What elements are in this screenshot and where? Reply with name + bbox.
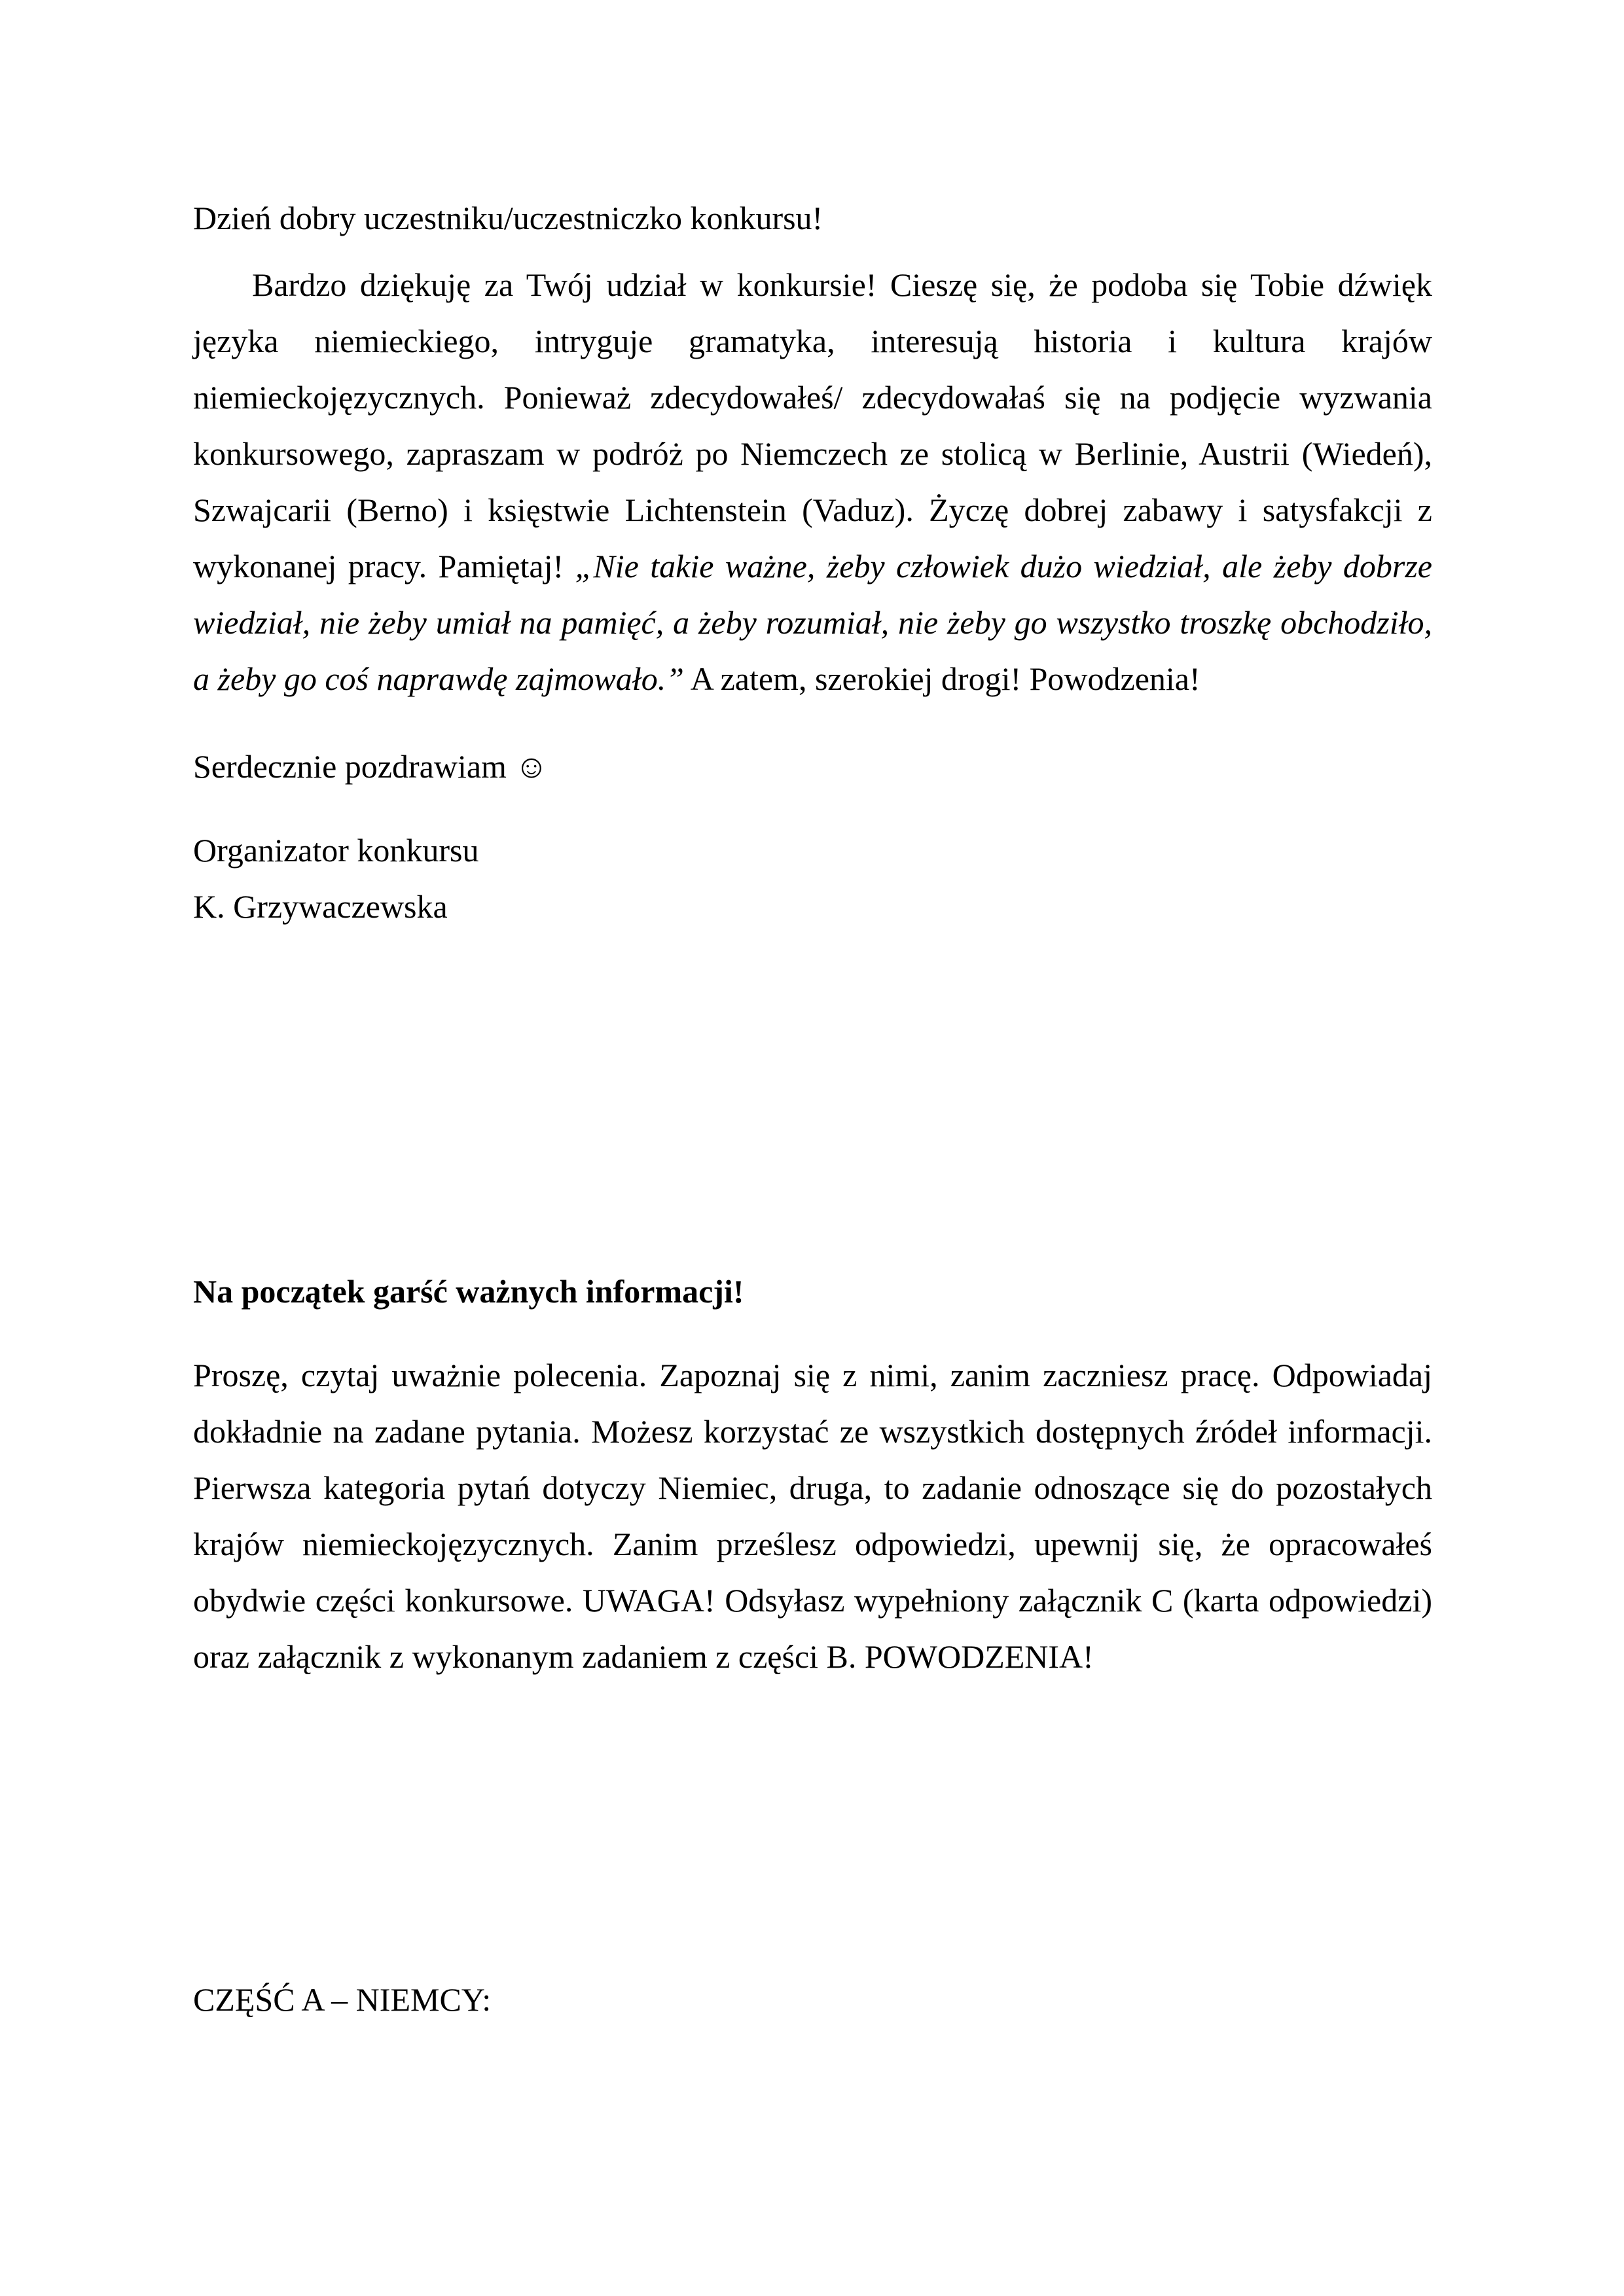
signature-role: Organizator konkursu xyxy=(193,832,479,869)
intro-quote: „Nie takie ważne, żeby człowiek dużo wiedział, ale żeby dobrze wiedział, nie żeby umiał na pamięć, a żeby rozumiał, nie żeby go wszystko troszkę obchodziło, a żeby go coś naprawdę zajmowało.” xyxy=(193,548,1432,697)
intro-text-end: A zatem, szerokiej drogi! Powodzenia! xyxy=(684,660,1200,697)
signature-name: K. Grzywaczewska xyxy=(193,888,448,925)
closing-line: Serdecznie pozdrawiam ☺ xyxy=(193,748,549,785)
info-heading: Na początek garść ważnych informacji! xyxy=(193,1273,744,1310)
intro-paragraph xyxy=(193,257,1432,707)
greeting: Dzień dobry uczestniku/uczestniczko konkursu! xyxy=(193,200,823,236)
section-a-heading: CZĘŚĆ A – NIEMCY: xyxy=(193,1981,492,2018)
info-paragraph: Proszę, czytaj uważnie polecenia. Zapoznaj się z nimi, zanim zaczniesz pracę. Odpowiadaj dokładnie na zadane pytania. Możesz korzystać ze wszystkich dostępnych źródeł informacji. Pierwsza kategoria pytań dotyczy Niemiec, druga, to zadanie odnoszące się do pozostałych krajów niemieckojęzycznych. Zanim prześlesz odpowiedzi, upewnij się, że opracowałeś obydwie części konkursowe. UWAGA! Odsyłasz wypełniony załącznik C (karta odpowiedzi) oraz załącznik z wykonanym zadaniem z części B. POWODZENIA! xyxy=(193,1357,1432,1675)
intro-text: Bardzo dziękuję za Twój udział w konkursie! Cieszę się, że podoba się Tobie dźwięk języka niemieckiego, intryguje gramatyka, interesują historia i kultura krajów niemieckojęzycznych. Ponieważ zdecydowałeś/ zdecydowałaś się na podjęcie wyzwania konkursowego, zapraszam w podróż po Niemczech ze stolicą w Berlinie, Austrii (Wiedeń), Szwajcarii (Berno) i księstwie Lichtenstein (Vaduz). Życzę dobrej zabawy i satysfakcji z wykonanej pracy. Pamiętaj! xyxy=(193,266,1432,584)
